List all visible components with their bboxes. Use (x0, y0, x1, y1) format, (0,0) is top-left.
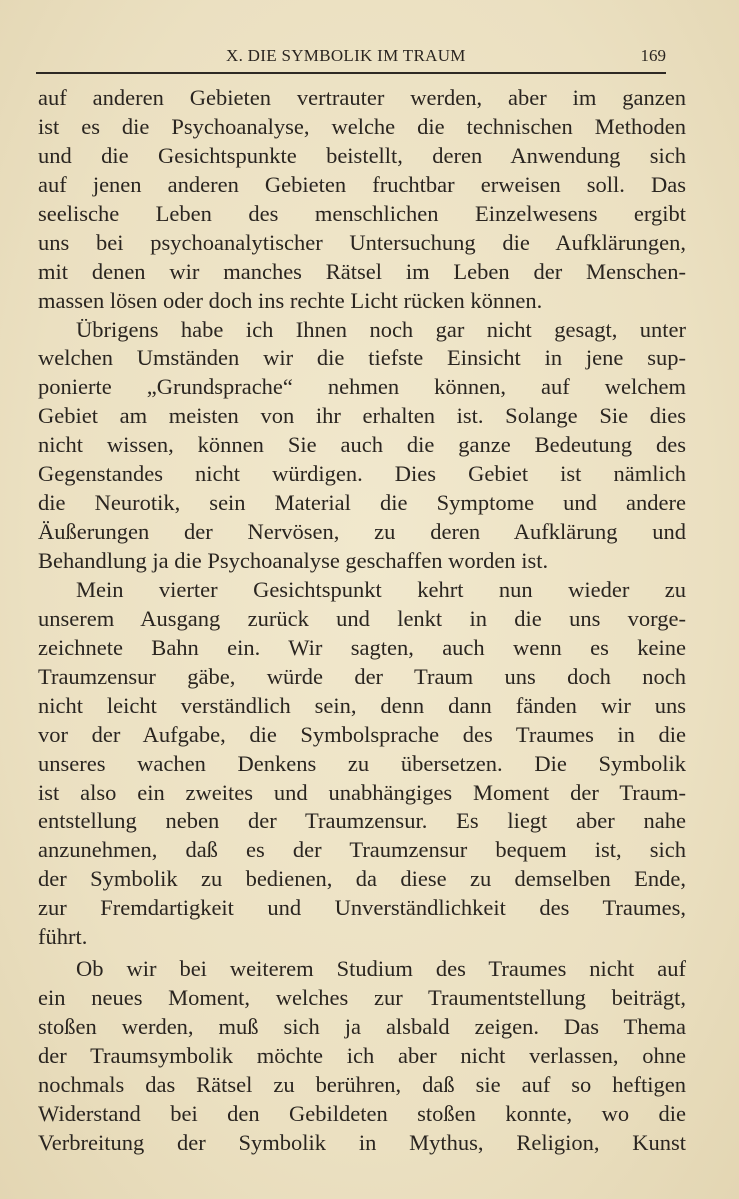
text-line: welchen Umständen wir die tiefste Einsicht in jene sup- (38, 345, 686, 371)
text-line: nicht leicht verständlich sein, denn dann fänden wir uns (38, 692, 686, 718)
text-line: Verbreitung der Symbolik in Mythus, Religion, Kunst (38, 1129, 686, 1155)
text-line: ist es die Psychoanalyse, welche die technischen Methoden (38, 113, 686, 139)
body-text (38, 84, 686, 1158)
header-rule (36, 72, 666, 74)
text-line: anzunehmen, daß es der Traumzensur bequem ist, sich (38, 837, 686, 863)
text-line: nicht wissen, können Sie auch die ganze Bedeutung des (38, 432, 686, 458)
text-line: Äußerungen der Nervösen, zu deren Aufklärung und (38, 519, 686, 545)
text-line: Widerstand bei den Gebildeten stoßen konnte, wo die (38, 1100, 686, 1126)
text-line: ponierte „Grundsprache“ nehmen können, auf welchem (38, 374, 686, 400)
text-line: zeichnete Bahn ein. Wir sagten, auch wenn es keine (38, 634, 686, 660)
text-line: ein neues Moment, welches zur Traumentstellung beiträgt, (38, 985, 686, 1011)
text-line: auf anderen Gebieten vertrauter werden, aber im ganzen (38, 85, 686, 110)
text-line: uns bei psychoanalytischer Untersuchung die Aufklärungen, (38, 229, 686, 255)
text-line: und die Gesichtspunkte beistellt, deren Anwendung sich (38, 142, 686, 168)
text-line: ist also ein zweites und unabhängiges Moment der Traum- (38, 779, 686, 805)
text-line: unserem Ausgang zurück und lenkt in die uns vorge- (38, 605, 686, 631)
text-line: zur Fremdartigkeit und Unverständlichkeit des Traumes, (38, 895, 686, 921)
text-line: Behandlung ja die Psychoanalyse geschaffen worden ist. (38, 548, 549, 573)
text-line: auf jenen anderen Gebieten fruchtbar erweisen soll. Das (38, 171, 686, 197)
text-line: führt. (38, 924, 88, 950)
text-line: Übrigens habe ich Ihnen noch gar nicht gesagt, unter (76, 316, 686, 342)
text-line: stoßen werden, muß sich ja alsbald zeigen. Das Thema (38, 1014, 686, 1039)
text-line: massen lösen oder doch ins rechte Licht rücken können. (38, 287, 543, 313)
text-line: Traumzensur gäbe, würde der Traum uns doch noch (38, 663, 686, 689)
text-line: vor der Aufgabe, die Symbolsprache des Traumes in die (38, 721, 686, 747)
text-line: unseres wachen Denkens zu übersetzen. Die Symbolik (38, 750, 686, 776)
text-line: Gegenstandes nicht würdigen. Dies Gebiet ist nämlich (38, 461, 686, 487)
text-line: mit denen wir manches Rätsel im Leben der Menschen- (38, 258, 686, 284)
text-line: nochmals das Rätsel zu berühren, daß sie auf so heftigen (38, 1071, 686, 1097)
text-line: die Neurotik, sein Material die Symptome und andere (38, 490, 686, 516)
page-number: 169 (640, 46, 666, 65)
running-head (36, 46, 666, 70)
chapter-title: X. DIE SYMBOLIK IM TRAUM (226, 46, 466, 65)
text-line: der Symbolik zu bedienen, da diese zu demselben Ende, (38, 866, 686, 892)
text-line: seelische Leben des menschlichen Einzelwesens ergibt (38, 200, 686, 226)
text-line: Mein vierter Gesichtspunkt kehrt nun wieder zu (76, 576, 686, 602)
text-line: Ob wir bei weiterem Studium des Traumes nicht auf (76, 956, 686, 982)
text-line: entstellung neben der Traumzensur. Es liegt aber nahe (38, 808, 686, 834)
text-line: Gebiet am meisten von ihr erhalten ist. Solange Sie dies (38, 403, 686, 429)
text-line: der Traumsymbolik möchte ich aber nicht verlassen, ohne (38, 1042, 686, 1068)
